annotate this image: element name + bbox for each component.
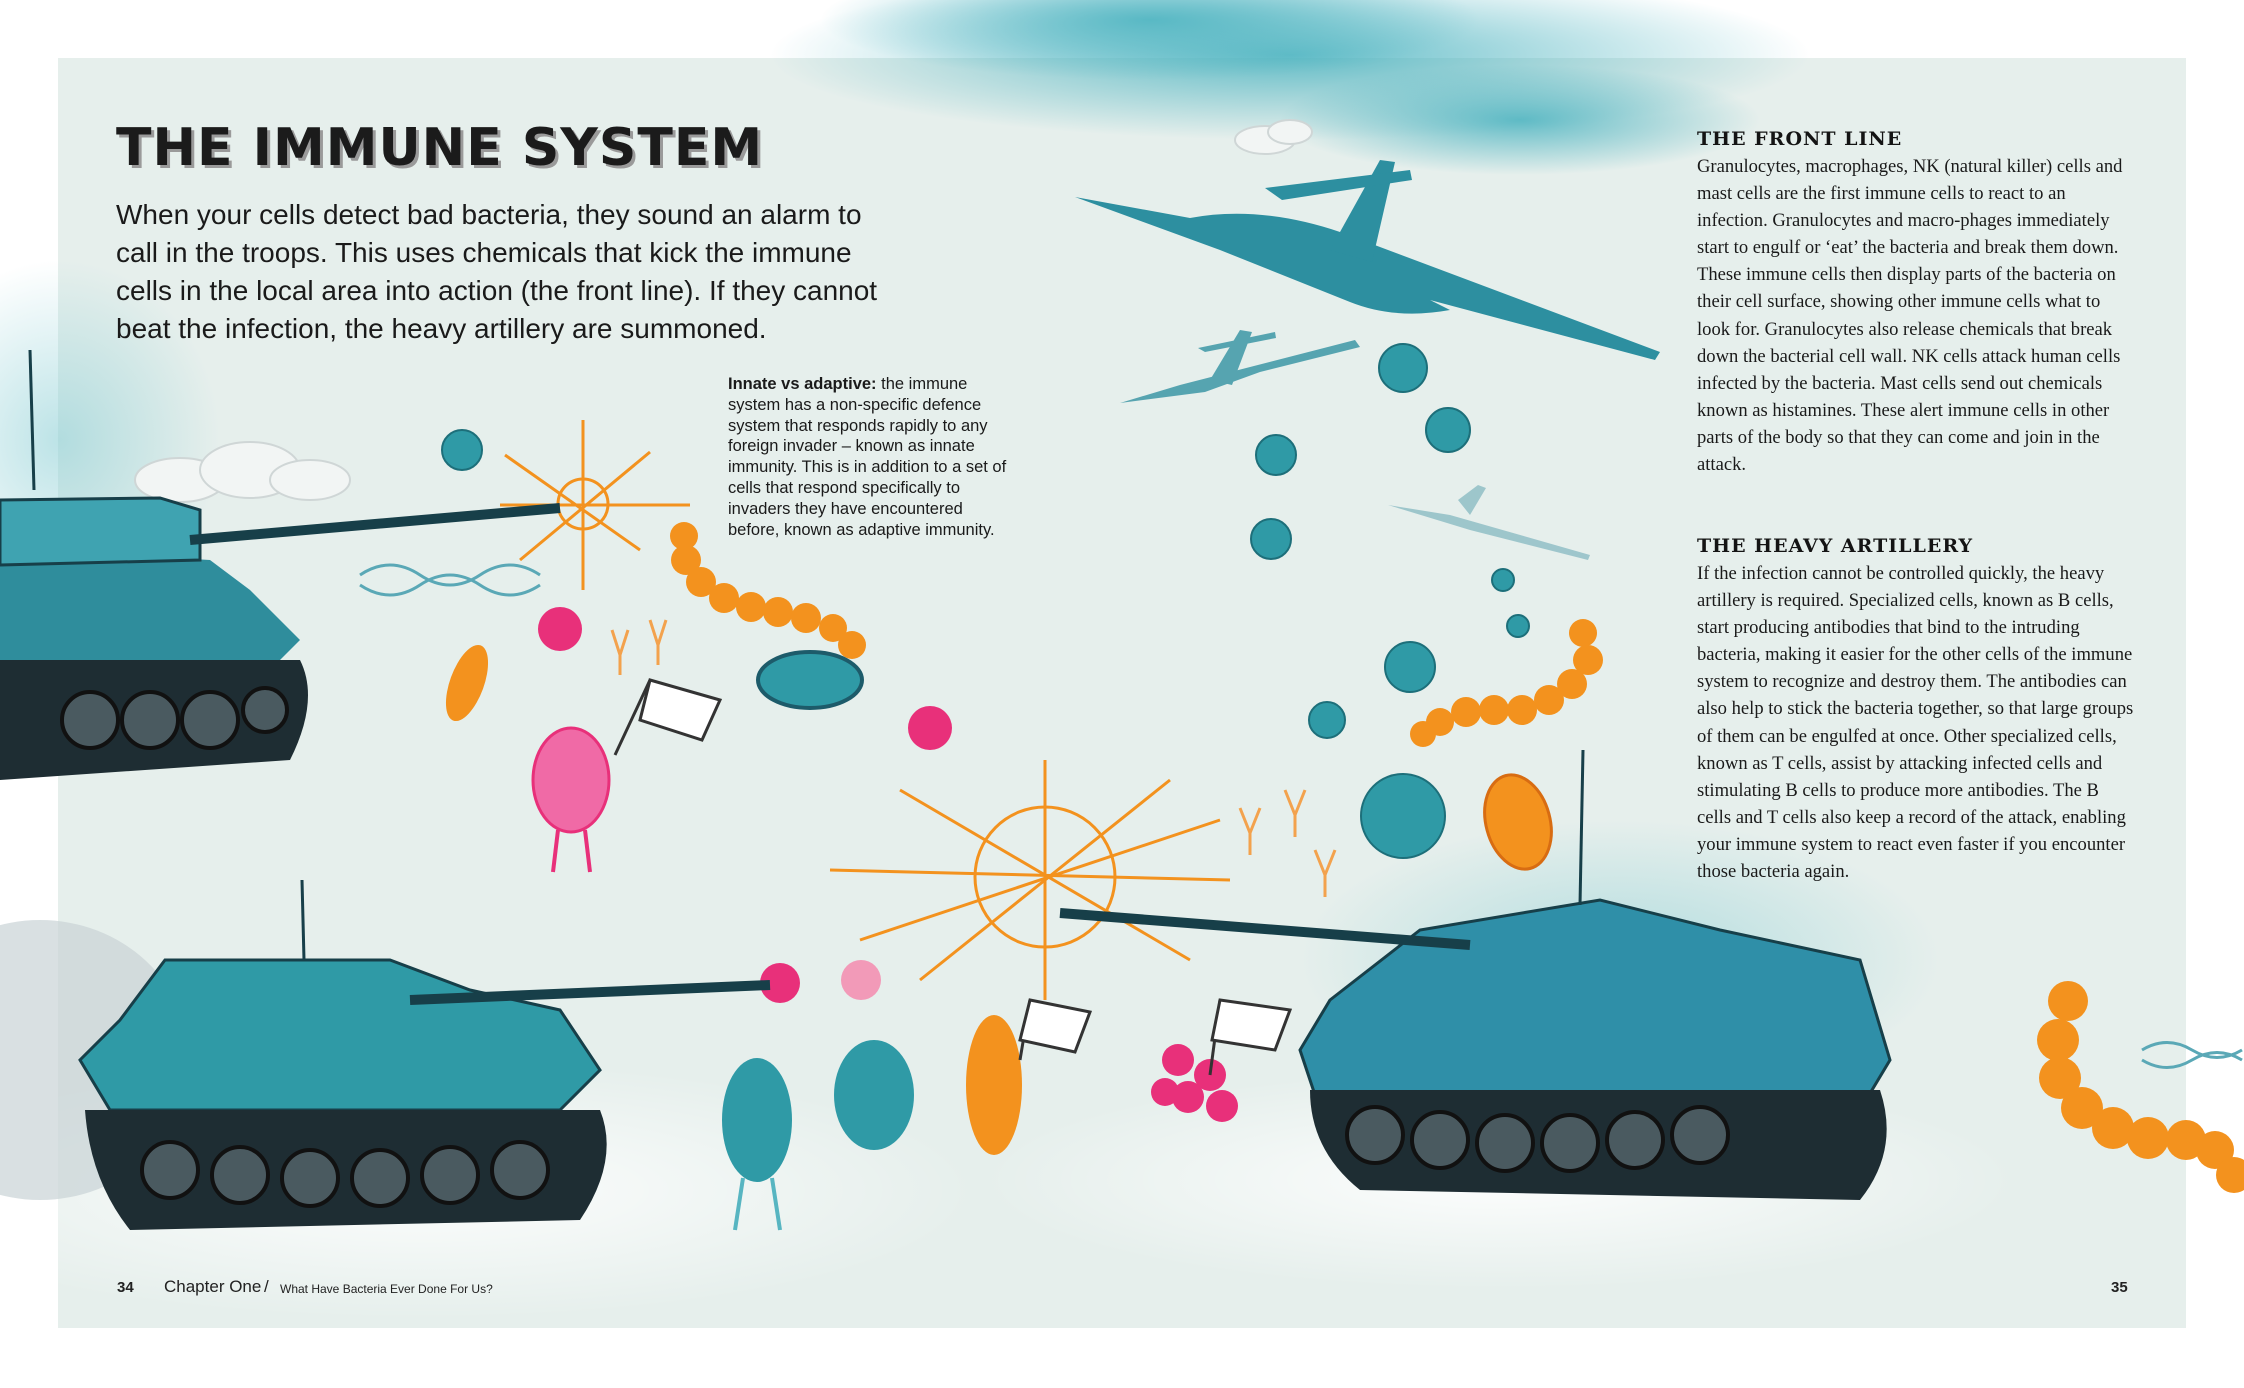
sidebox-text: the immune system has a non-specific defence system that responds rapidly to any foreign invader – known as innate immunity. This is in addition to a set of cells that respond specifically to invaders they have encountered before, known as adaptive immunity. [728,375,1007,539]
innate-vs-adaptive-box [728,374,1012,540]
explosion-large [830,760,1230,1000]
section-heading-heavy-artillery: THE HEAVY ARTILLERY [1697,535,1974,557]
page-number-right: 35 [2111,1279,2128,1296]
section-text-heavy-artillery: If the infection cannot be controlled quickly, the heavy artillery is required. Specialized cells, known as B cells, start producing antibodies that bind to the intruding bacteria, making it easier for the other cells of the immune system to recognize and destroy them. The antibodies can also help to stick the bacteria together, so that large groups of them can be engulfed at once. Other specialized cells, known as T cells, assist by attacking infected cells and stimulating B cells to produce more antibodies. The B cells and T cells also keep a record of the attack, enabling your immune system to react even faster if you encounter those bacteria again. [1697,563,2134,883]
cargo-plane-medium [1120,330,1360,403]
cargo-plane-small [1388,485,1590,560]
section-text-front-line: Granulocytes, macrophages, NK (natural killer) cells and mast cells are the first immune cells to react to an infection. Granulocytes and macro-phages immediately start to engulf or ‘eat’ the bacteria and break them down. These immune cells then display parts of the bacteria on their cell surface, showing other immune cells what to look for. Granulocytes also release chemicals that break down the bacterial cell wall. NK cells attack human cells infected by the bacteria. Mast cells send out chemicals known as histamines. These alert immune cells in other parts of the body so that they can come and join in the attack. [1697,156,2123,476]
cargo-plane-large [1075,160,1660,360]
footer-separator: / [264,1277,269,1296]
page-title: THE IMMUNE SYSTEM [116,118,764,178]
footer-chapter: Chapter One [164,1277,262,1296]
antibodies [612,620,1335,897]
intro-paragraph: When your cells detect bad bacteria, they sound an alarm to call in the troops. This uses chemicals that kick the immune cells in the local area into action (the front line). If they cannot beat the infection, the heavy artillery are summoned. [116,199,878,344]
footer-subtitle: What Have Bacteria Ever Done For Us? [280,1282,493,1296]
bacterium-blue [758,652,862,708]
bacterium-orange [437,640,496,727]
section-heading-front-line: THE FRONT LINE [1697,128,1903,150]
sidebox-heading: Innate vs adaptive: [728,375,877,393]
pink-cell-character [533,680,720,872]
explosion-small [500,420,690,590]
page-number-left: 34 [117,1279,134,1296]
